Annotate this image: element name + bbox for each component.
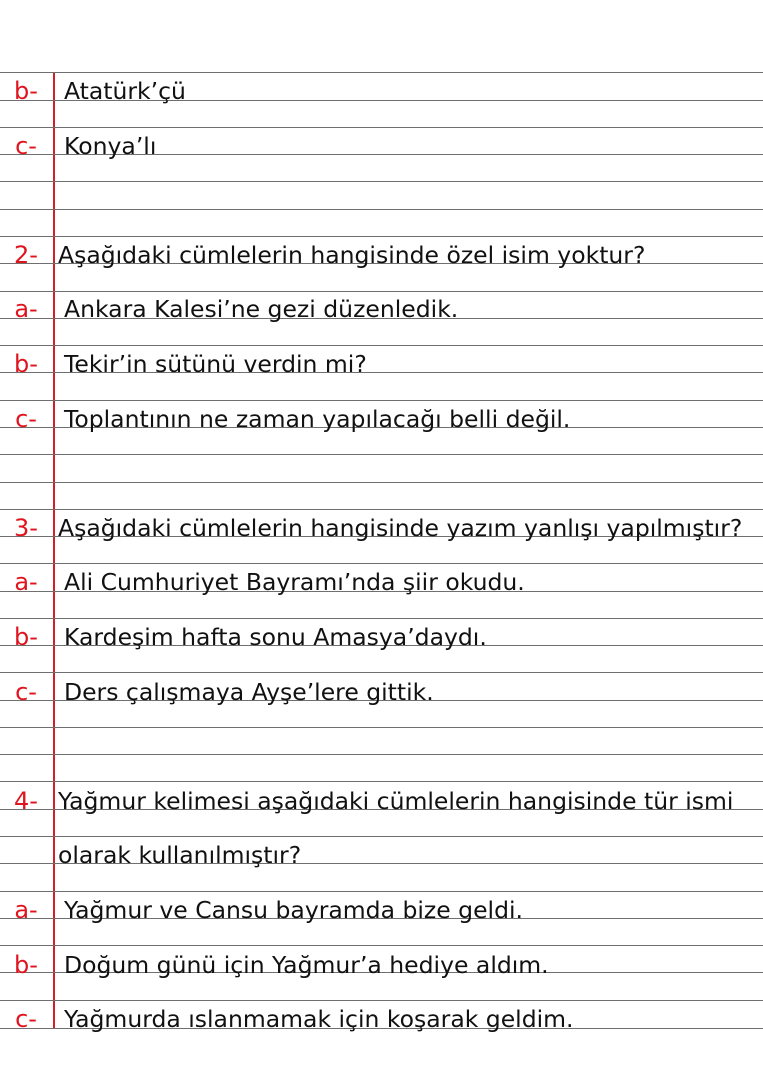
ruled-line (0, 945, 763, 946)
ruled-line (0, 454, 763, 455)
text-row (0, 78, 763, 105)
option-text: Atatürk’çü (64, 77, 186, 105)
ruled-line (0, 509, 763, 510)
option-text: Kardeşim hafta sonu Amasya’daydı. (64, 623, 487, 651)
question-text: Aşağıdaki cümlelerin hangisinde özel isim yoktur? (58, 240, 646, 269)
text-row (0, 733, 763, 760)
question-text: Yağmur kelimesi aşağıdaki cümlelerin hangisinde tür ismi (58, 786, 734, 815)
item-label: a- (14, 295, 38, 324)
item-label: b- (14, 623, 38, 651)
question-text: olarak kullanılmıştır? (58, 841, 302, 870)
option-text: Ders çalışmaya Ayşe’lere gittik. (64, 677, 434, 706)
ruled-line (0, 618, 763, 619)
ruled-line (0, 236, 763, 237)
item-label: c- (15, 1005, 37, 1034)
option-text: Yağmurda ıslanmamak için koşarak geldim. (64, 1005, 574, 1034)
ruled-line (0, 781, 763, 782)
question-text: Aşağıdaki cümlelerin hangisinde yazım yanlışı yapılmıştır? (58, 513, 743, 542)
ruled-line (0, 345, 763, 346)
item-label (0, 187, 52, 214)
option-text: Ali Cumhuriyet Bayramı’nda şiir okudu. (64, 568, 525, 597)
item-label: 3- (14, 513, 38, 542)
text-row (0, 897, 763, 924)
text-row (0, 351, 763, 378)
item-label (0, 842, 52, 869)
text-row (0, 406, 763, 433)
item-label: c- (15, 131, 37, 160)
ruled-line (0, 127, 763, 128)
text-row (0, 788, 763, 815)
text-row (0, 242, 763, 269)
ruled-line (0, 891, 763, 892)
ruled-line (0, 727, 763, 728)
option-text: Yağmur ve Cansu bayramda bize geldi. (64, 896, 523, 924)
ruled-line (0, 291, 763, 292)
text-row (0, 679, 763, 706)
ruled-line (0, 181, 763, 182)
text-row (0, 460, 763, 487)
option-text: Tekir’in sütünü verdin mi? (64, 350, 367, 378)
ruled-line (0, 836, 763, 837)
text-row (0, 296, 763, 323)
item-label: b- (14, 77, 38, 105)
item-label: 4- (14, 786, 38, 815)
text-row (0, 842, 763, 869)
item-label: b- (14, 950, 38, 979)
text-row (0, 569, 763, 596)
ruled-line (0, 1000, 763, 1001)
option-text: Ankara Kalesi’ne gezi düzenledik. (64, 295, 459, 324)
item-label: c- (15, 404, 37, 433)
text-row (0, 952, 763, 979)
text-row (0, 133, 763, 160)
ruled-line (0, 400, 763, 401)
item-label (0, 733, 52, 760)
item-label (0, 460, 52, 487)
item-label: c- (15, 677, 37, 706)
item-label: 2- (14, 240, 38, 269)
text-row (0, 187, 763, 214)
item-label: b- (14, 350, 38, 378)
item-label: a- (14, 568, 38, 597)
text-row (0, 624, 763, 651)
option-text: Konya’lı (64, 131, 157, 160)
item-label: a- (14, 896, 38, 924)
text-row (0, 515, 763, 542)
ruled-line (0, 672, 763, 673)
option-text: Doğum günü için Yağmur’a hediye aldım. (64, 950, 549, 979)
ruled-line (0, 72, 763, 73)
red-margin-line (53, 72, 55, 1029)
option-text: Toplantının ne zaman yapılacağı belli değil. (64, 404, 571, 433)
text-row (0, 1006, 763, 1033)
ruled-line (0, 563, 763, 564)
